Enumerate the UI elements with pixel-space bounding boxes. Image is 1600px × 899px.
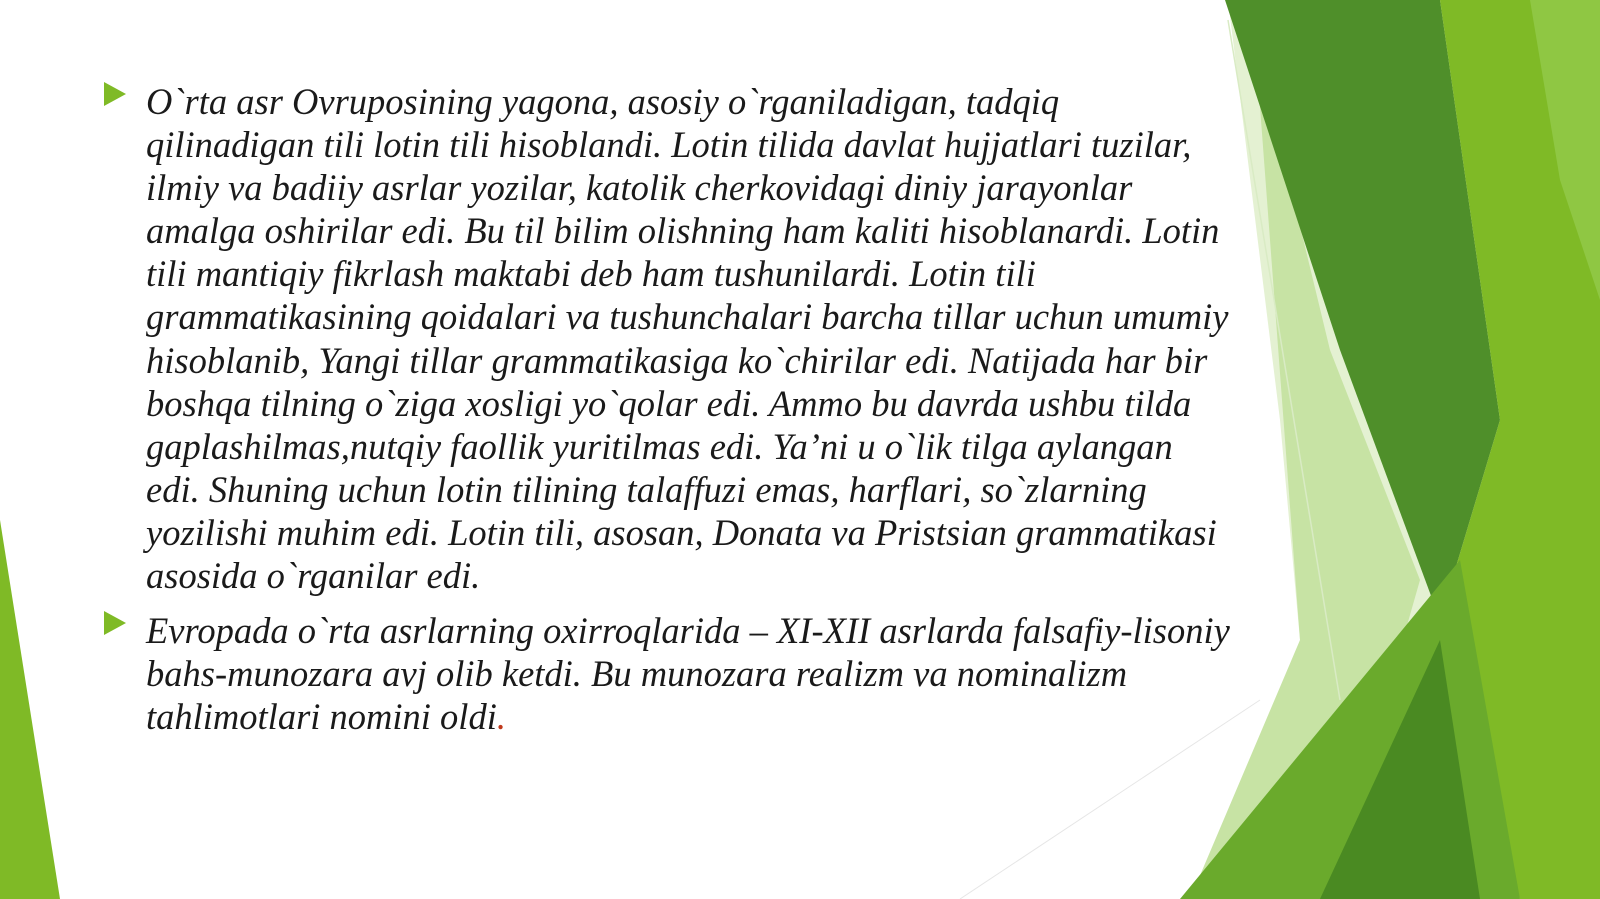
slide-content xyxy=(100,80,1230,750)
triangle-bullet-icon xyxy=(104,611,126,635)
bullet-text-1: O`rta asr Ovruposining yagona, asosiy o`rganiladigan, tadqiq qilinadigan tili lotin tili hisoblandi. Lotin tilida davlat hujjatlari tuzilar, ilmiy va badiiy asrlar yozilar, katolik cherkovidagi diniy jarayonlar amalga oshirilar edi. Bu til bilim olishning ham kaliti hisoblanardi. Lotin tili mantiqiy fikrlash maktabi deb ham tushunilardi. Lotin tili grammatikasining qoidalari va tushunchalari barcha tillar uchun umumiy hisoblanib, Yangi tillar grammatikasiga ko`chirilar edi. Natijada har bir boshqa tilning o`ziga xosligi yo`qolar edi. Ammo bu davrda ushbu tilda gaplashilmas,nutqiy faollik yuritilmas edi. Ya’ni u o`lik tilga aylangan edi. Shuning uchun lotin tilining talaffuzi emas, harflari, so`zlarning yozilishi muhim edi. Lotin tili, asosan, Donata va Pristsian grammatikasi asosida o`rganilar edi. xyxy=(146,81,1229,597)
bullet-paragraph-2 xyxy=(100,609,1230,738)
trailing-period: . xyxy=(496,696,506,738)
bullet-paragraph-1 xyxy=(100,80,1230,597)
left-green-shard xyxy=(0,520,60,899)
triangle-bullet-icon xyxy=(104,82,126,106)
bullet-text-2: Evropada o`rta asrlarning oxirroqlarida – XI-XII asrlarda falsafiy-lisoniy bahs-munozara avj olib ketdi. Bu munozara realizm va nominalizm tahlimotlari nomini oldi xyxy=(146,610,1230,738)
